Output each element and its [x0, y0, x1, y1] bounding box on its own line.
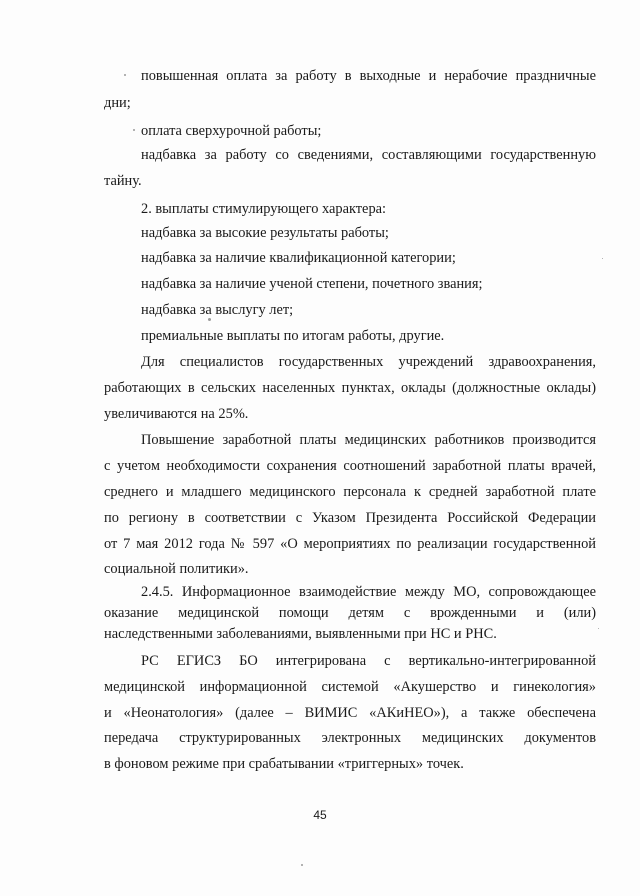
text-line-20: социальной политики».: [104, 561, 249, 577]
page-number: 45: [313, 808, 327, 822]
text-line-12: Для специалистов государственных учреждений здравоохранения,: [141, 354, 596, 370]
scan-speck: [598, 628, 599, 629]
text-line-15: Повышение заработной платы медицинских работников производится: [141, 432, 596, 448]
text-line-5: тайну.: [104, 173, 142, 189]
text-line-6: 2. выплаты стимулирующего характера:: [141, 201, 387, 217]
text-line-3: оплата сверхурочной работы;: [141, 123, 322, 139]
text-line-7: надбавка за высокие результаты работы;: [141, 225, 389, 241]
text-line-11: премиальные выплаты по итогам работы, другие.: [141, 328, 445, 344]
text-line-19: от 7 мая 2012 года № 597 «О мероприятиях по реализации государственной: [104, 536, 596, 552]
text-line-21: 2.4.5. Информационное взаимодействие между МО, сопровождающее: [141, 584, 596, 600]
text-line-28: в фоновом режиме при срабатывании «триггерных» точек.: [104, 756, 464, 772]
text-line-18: по региону в соответствии с Указом Президента Российской Федерации: [104, 510, 596, 526]
text-line-25: медицинской информационной системой «Акушерство и гинекология»: [104, 679, 596, 695]
text-line-22: оказание медицинской помощи детям с врожденными и (или): [104, 605, 596, 621]
scan-speck: [133, 129, 135, 131]
text-line-24: РС ЕГИСЗ БО интегрирована с вертикально-интегрированной: [141, 653, 596, 669]
text-line-8: надбавка за наличие квалификационной категории;: [141, 250, 456, 266]
scan-speck: [301, 864, 303, 866]
scan-speck: [124, 74, 126, 76]
text-line-23: наследственными заболеваниями, выявленными при НС и РНС.: [104, 626, 497, 642]
text-line-9: надбавка за наличие ученой степени, почетного звания;: [141, 276, 483, 292]
text-line-27: передача структурированных электронных медицинских документов: [104, 730, 596, 746]
text-line-17: среднего и младшего медицинского персонала к средней заработной плате: [104, 484, 596, 500]
text-line-10: надбавка за выслугу лет;: [141, 302, 294, 318]
text-line-16: с учетом необходимости сохранения соотношений заработной платы врачей,: [104, 458, 596, 474]
scan-speck: [208, 318, 211, 321]
text-line-14: увеличиваются на 25%.: [104, 406, 249, 422]
text-line-26: и «Неонатология» (далее – ВИМИС «АКиНЕО»), а также обеспечена: [104, 705, 596, 721]
text-line-1: повышенная оплата за работу в выходные и нерабочие праздничные: [141, 68, 596, 84]
text-line-4: надбавка за работу со сведениями, составляющими государственную: [141, 147, 596, 163]
text-line-13: работающих в сельских населенных пунктах, оклады (должностные оклады): [104, 380, 596, 396]
scan-speck: [602, 258, 603, 259]
text-line-2: дни;: [104, 95, 131, 111]
